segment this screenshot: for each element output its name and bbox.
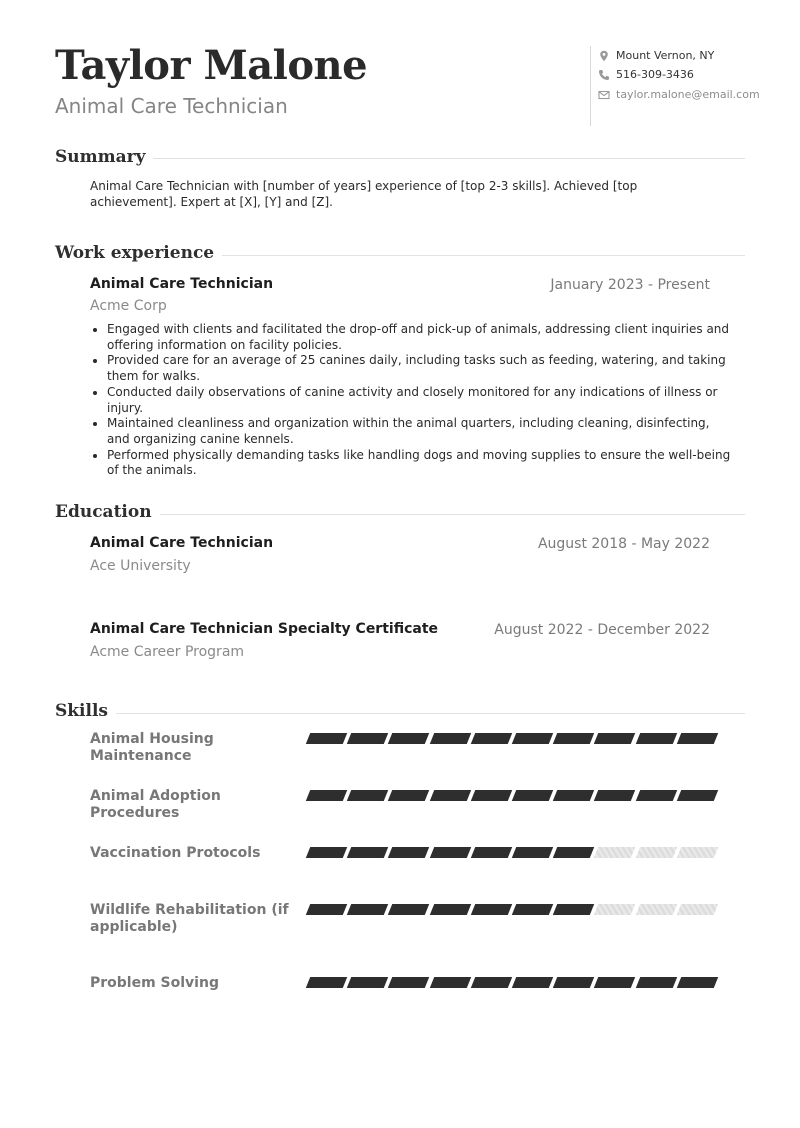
skill-name: Wildlife Rehabilitation (if applicable) xyxy=(90,902,289,935)
skill-segment-empty xyxy=(676,847,717,858)
skill-segment-filled xyxy=(306,733,347,744)
skill-segment-filled xyxy=(347,733,388,744)
skill-segment-filled xyxy=(388,847,429,858)
skill-segment-empty xyxy=(594,847,635,858)
skill-segment-empty xyxy=(594,904,635,915)
section-title-education: Education xyxy=(55,502,160,522)
job-dates: January 2023 - Present xyxy=(550,277,710,293)
skill-segment-filled xyxy=(594,733,635,744)
skill-segment-filled xyxy=(347,904,388,915)
skill-segment-filled xyxy=(306,847,347,858)
phone-text: 516-309-3436 xyxy=(616,68,694,81)
work-rule xyxy=(200,255,745,256)
skill-segment-filled xyxy=(512,977,553,988)
header-divider xyxy=(590,46,591,126)
skill-segment-filled xyxy=(594,790,635,801)
education-school: Ace University xyxy=(90,558,191,574)
skill-segment-filled xyxy=(635,790,676,801)
skill-segment-filled xyxy=(471,733,512,744)
skill-segment-filled xyxy=(429,733,470,744)
skill-segment-filled xyxy=(471,847,512,858)
skill-name: Problem Solving xyxy=(90,975,219,991)
skill-segment-filled xyxy=(553,977,594,988)
skill-level-bar xyxy=(308,733,720,744)
skill-segment-filled xyxy=(429,977,470,988)
skill-segment-filled xyxy=(553,790,594,801)
skill-level-bar xyxy=(308,847,720,858)
skill-segment-filled xyxy=(347,790,388,801)
skills-rule xyxy=(100,713,745,714)
skill-segment-empty xyxy=(676,904,717,915)
skill-segment-filled xyxy=(306,790,347,801)
list-item: • Provided care for an average of 25 canines daily, including tasks such as feeding, watering, and taking them for walks. xyxy=(107,353,732,384)
skill-name: Animal Housing Maintenance xyxy=(90,731,214,764)
skill-segment-filled xyxy=(676,790,717,801)
skill-segment-filled xyxy=(429,790,470,801)
skill-segment-filled xyxy=(388,790,429,801)
summary-rule xyxy=(140,158,745,159)
job-bullets xyxy=(90,322,732,479)
skill-segment-filled xyxy=(388,977,429,988)
education-title: Animal Care Technician Specialty Certificate xyxy=(90,621,439,637)
section-title-work: Work experience xyxy=(55,243,222,263)
education-dates: August 2022 - December 2022 xyxy=(494,622,710,638)
skill-segment-filled xyxy=(512,733,553,744)
skill-segment-filled xyxy=(471,790,512,801)
skill-segment-filled xyxy=(676,733,717,744)
skill-segment-filled xyxy=(388,733,429,744)
map-pin-icon xyxy=(598,50,610,62)
skill-segment-filled xyxy=(347,847,388,858)
contact-location xyxy=(598,49,714,62)
job-company: Acme Corp xyxy=(90,298,167,314)
summary-text: Animal Care Technician with [number of years] experience of [top 2-3 skills]. Achieved [top achievement]. Expert at [X], [Y] and [Z]. xyxy=(90,179,638,209)
education-dates: August 2018 - May 2022 xyxy=(537,536,710,552)
skill-segment-filled xyxy=(306,977,347,988)
skill-name: Animal Adoption Procedures xyxy=(90,788,221,821)
contact-phone xyxy=(598,68,694,81)
section-title-skills: Skills xyxy=(55,701,116,721)
skill-segment-filled xyxy=(306,904,347,915)
candidate-name: Taylor Malone xyxy=(55,42,368,89)
skill-segment-filled xyxy=(676,977,717,988)
skill-segment-filled xyxy=(553,733,594,744)
education-rule xyxy=(140,514,745,515)
skill-segment-filled xyxy=(429,904,470,915)
list-item: • Maintained cleanliness and organization within the animal quarters, including cleaning, disinfecting, and organizing canine kennels. xyxy=(107,416,732,447)
skill-name: Vaccination Protocols xyxy=(90,845,261,861)
skill-segment-filled xyxy=(388,904,429,915)
candidate-role: Animal Care Technician xyxy=(55,94,288,118)
skill-segment-filled xyxy=(471,977,512,988)
skill-level-bar xyxy=(308,790,720,801)
skill-segment-filled xyxy=(553,904,594,915)
contact-email[interactable] xyxy=(598,88,760,101)
skill-segment-filled xyxy=(594,977,635,988)
list-item: • Performed physically demanding tasks like handling dogs and moving supplies to ensure the well-being of the animals. xyxy=(107,448,732,479)
education-school: Acme Career Program xyxy=(90,644,245,660)
list-item: • Conducted daily observations of canine activity and closely monitored for any indications of illness or injury. xyxy=(107,385,732,416)
section-title-summary: Summary xyxy=(55,147,153,167)
skill-segment-empty xyxy=(635,847,676,858)
skill-segment-filled xyxy=(512,847,553,858)
skill-segment-filled xyxy=(471,904,512,915)
list-item: • Engaged with clients and facilitated the drop-off and pick-up of animals, addressing client inquiries and offering information on facility policies. xyxy=(107,322,732,353)
job-title: Animal Care Technician xyxy=(90,276,274,292)
skill-segment-filled xyxy=(553,847,594,858)
skill-segment-filled xyxy=(512,790,553,801)
education-title: Animal Care Technician xyxy=(90,535,274,551)
skill-segment-filled xyxy=(635,733,676,744)
skill-level-bar xyxy=(308,977,720,988)
skill-segment-filled xyxy=(635,977,676,988)
skill-segment-filled xyxy=(429,847,470,858)
phone-icon xyxy=(598,69,610,81)
email-link[interactable]: taylor.malone@email.com xyxy=(616,88,760,101)
location-text: Mount Vernon, NY xyxy=(616,49,715,62)
skill-segment-filled xyxy=(512,904,553,915)
envelope-icon xyxy=(598,89,610,101)
skill-segment-empty xyxy=(635,904,676,915)
skill-level-bar xyxy=(308,904,720,915)
skill-segment-filled xyxy=(347,977,388,988)
